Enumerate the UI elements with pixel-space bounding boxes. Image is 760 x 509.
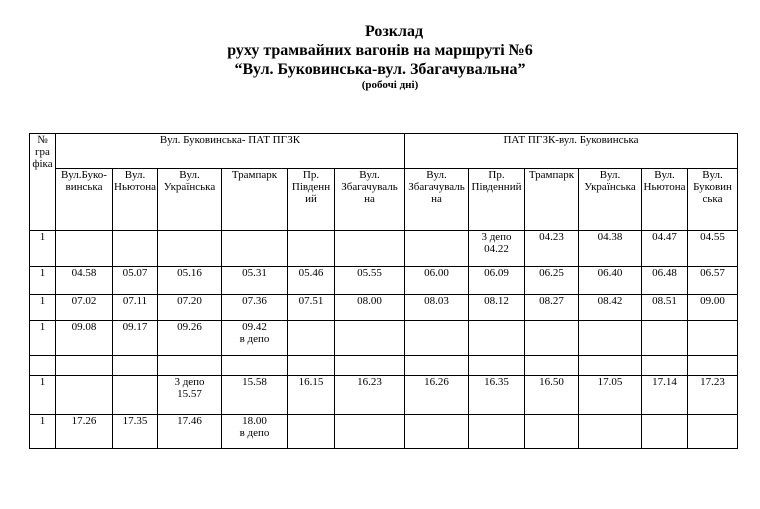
- time-cell-line: 18.00: [242, 415, 267, 427]
- time-cell-line: 06.40: [597, 267, 623, 279]
- time-cell-line: 04.38: [597, 231, 623, 243]
- time-cell: [642, 376, 688, 415]
- time-cell-line: 09.26: [177, 321, 202, 333]
- stop-header: [525, 169, 579, 231]
- stop-header-line: Вул.Буко-: [61, 169, 107, 181]
- time-cell: [469, 356, 525, 376]
- time-cell-line: 09.42: [242, 321, 267, 333]
- stop-header-line: Збагачуваль: [341, 181, 398, 193]
- time-cell-line: 05.16: [177, 267, 202, 279]
- stop-header-line: Буковин: [693, 181, 732, 193]
- time-cell: [405, 267, 469, 295]
- table-row: [30, 267, 738, 295]
- time-cell-line: 17.23: [700, 376, 725, 388]
- time-cell-line: 07.20: [177, 295, 202, 307]
- time-cell-line: 04.22: [484, 243, 509, 255]
- time-cell: [158, 321, 222, 356]
- time-cell: [688, 231, 738, 267]
- time-cell: [56, 295, 113, 321]
- time-cell-line: 15.57: [177, 388, 202, 400]
- schedule-number: [30, 356, 56, 376]
- time-cell: [642, 267, 688, 295]
- schedule-title: [0, 22, 760, 92]
- time-cell: [688, 415, 738, 449]
- time-cell-line: 16.26: [424, 376, 449, 388]
- time-cell: [56, 267, 113, 295]
- time-cell: [688, 267, 738, 295]
- time-cell-line: 17.46: [177, 415, 202, 427]
- time-cell: [288, 376, 335, 415]
- time-cell: [688, 321, 738, 356]
- time-cell: [405, 356, 469, 376]
- time-cell: [113, 321, 158, 356]
- time-cell-line: в депо: [239, 333, 270, 345]
- time-cell-line: 09.08: [71, 321, 97, 333]
- time-cell: [335, 415, 405, 449]
- number-header-line: гра: [35, 146, 50, 158]
- time-cell-line: 16.23: [357, 376, 382, 388]
- time-cell: [222, 295, 288, 321]
- time-cell: [56, 321, 113, 356]
- time-cell: [579, 356, 642, 376]
- time-cell-line: 16.35: [484, 376, 509, 388]
- time-cell: [288, 231, 335, 267]
- time-cell-line: 06.25: [539, 267, 564, 279]
- title-line-2: руху трамвайних вагонів на маршруті №6: [227, 42, 533, 59]
- title-line-1: Розклад: [364, 23, 424, 40]
- time-cell-line: 09.17: [122, 321, 148, 333]
- table-row: [30, 295, 738, 321]
- time-cell-line: 04.47: [652, 231, 677, 243]
- time-cell-line: 08.27: [539, 295, 564, 307]
- header-row-stops: [30, 169, 738, 231]
- time-cell: [113, 231, 158, 267]
- time-cell: [288, 356, 335, 376]
- time-cell-line: 05.31: [242, 267, 267, 279]
- time-cell: [469, 415, 525, 449]
- time-cell: [405, 231, 469, 267]
- stop-header: [688, 169, 738, 231]
- time-cell: [222, 376, 288, 415]
- time-cell: [158, 356, 222, 376]
- number-header-line: №: [37, 134, 48, 146]
- stop-header: [405, 169, 469, 231]
- time-cell: [222, 321, 288, 356]
- time-cell: [642, 415, 688, 449]
- time-cell-line: 06.48: [652, 267, 677, 279]
- stop-header: [288, 169, 335, 231]
- time-cell: [525, 295, 579, 321]
- stop-header-line: винська: [65, 181, 103, 193]
- schedule-number: 1: [30, 376, 56, 415]
- time-cell: [222, 356, 288, 376]
- time-cell-line: 07.36: [242, 295, 267, 307]
- time-cell: [405, 295, 469, 321]
- column-header-number: [30, 134, 56, 231]
- time-cell-line: 05.55: [357, 267, 382, 279]
- schedule-number: 1: [30, 267, 56, 295]
- time-cell: [579, 321, 642, 356]
- time-cell: [579, 415, 642, 449]
- time-cell: [335, 231, 405, 267]
- time-cell-line: 17.35: [122, 415, 148, 427]
- time-cell-line: 04.55: [700, 231, 725, 243]
- time-cell-line: 17.14: [652, 376, 677, 388]
- stop-header: [113, 169, 158, 231]
- time-cell: [158, 376, 222, 415]
- time-cell-line: 08.42: [597, 295, 623, 307]
- time-cell: [56, 356, 113, 376]
- time-cell: [56, 415, 113, 449]
- stop-header-line: Трампарк: [231, 169, 278, 181]
- table-row: [30, 356, 738, 376]
- time-cell-line: 05.46: [298, 267, 324, 279]
- stop-header-line: Вул.: [359, 169, 380, 181]
- time-cell-line: 07.51: [298, 295, 324, 307]
- time-cell: [579, 231, 642, 267]
- time-cell: [469, 376, 525, 415]
- stop-header: [469, 169, 525, 231]
- time-cell: [642, 295, 688, 321]
- time-cell-line: 17.26: [71, 415, 97, 427]
- time-cell: [335, 376, 405, 415]
- stop-header-line: Вул.: [702, 169, 723, 181]
- time-cell-line: 16.15: [298, 376, 324, 388]
- time-cell-line: 08.00: [357, 295, 382, 307]
- time-cell: [222, 267, 288, 295]
- time-cell: [405, 415, 469, 449]
- time-cell-line: 08.51: [652, 295, 677, 307]
- time-cell: [335, 295, 405, 321]
- time-cell: [158, 295, 222, 321]
- time-cell-line: 15.58: [242, 376, 267, 388]
- time-cell-line: 3 депо: [481, 231, 512, 243]
- time-cell: [469, 267, 525, 295]
- stop-header-line: на: [431, 193, 442, 205]
- stop-header-line: ська: [702, 193, 723, 205]
- time-cell: [158, 231, 222, 267]
- time-cell: [288, 415, 335, 449]
- table-row: [30, 415, 738, 449]
- stop-header: [222, 169, 288, 231]
- time-cell: [525, 267, 579, 295]
- time-cell: [288, 295, 335, 321]
- time-cell-line: в депо: [239, 427, 270, 439]
- time-cell: [525, 356, 579, 376]
- stop-header-line: Пр.: [302, 169, 320, 181]
- time-cell: [405, 321, 469, 356]
- stop-header: [56, 169, 113, 231]
- schedule-number: 1: [30, 415, 56, 449]
- time-cell-line: 3 депо: [174, 376, 205, 388]
- stop-header: [642, 169, 688, 231]
- time-cell: [469, 295, 525, 321]
- time-cell: [158, 415, 222, 449]
- stop-header: [579, 169, 642, 231]
- stop-header-line: Ньютона: [643, 181, 686, 193]
- time-cell-line: 07.11: [122, 295, 148, 307]
- stop-header-line: Вул.: [599, 169, 621, 181]
- stop-header-line: Трампарк: [528, 169, 575, 181]
- stop-header-line: Вул.: [654, 169, 675, 181]
- stop-header-line: ий: [305, 193, 317, 205]
- time-cell: [688, 295, 738, 321]
- time-cell-line: 07.02: [71, 295, 97, 307]
- time-cell: [335, 267, 405, 295]
- time-cell: [335, 356, 405, 376]
- time-cell-line: 16.50: [539, 376, 564, 388]
- title-line-3: “Вул. Буковинська-вул. Збагачувальна”: [234, 61, 526, 78]
- time-cell-line: 08.12: [484, 295, 509, 307]
- stop-header-line: на: [364, 193, 375, 205]
- time-cell: [405, 376, 469, 415]
- time-cell: [642, 321, 688, 356]
- time-cell-line: 09.00: [700, 295, 725, 307]
- time-cell: [642, 231, 688, 267]
- time-cell-line: 06.00: [424, 267, 449, 279]
- table-row: [30, 231, 738, 267]
- time-cell-line: 04.23: [539, 231, 564, 243]
- time-cell: [222, 415, 288, 449]
- time-cell: [56, 376, 113, 415]
- stop-header-line: Українська: [163, 181, 216, 193]
- time-cell: [525, 415, 579, 449]
- time-cell: [579, 376, 642, 415]
- number-header-line: фіка: [32, 158, 53, 170]
- time-cell-line: 06.09: [484, 267, 509, 279]
- time-cell: [642, 356, 688, 376]
- time-cell: [222, 231, 288, 267]
- stop-header-line: Вул.: [124, 169, 146, 181]
- time-cell: [113, 267, 158, 295]
- time-cell: [525, 231, 579, 267]
- direction-header-outbound: Вул. Буковинська- ПАТ ПГЗК: [56, 134, 405, 169]
- stop-header-line: Південн: [291, 181, 331, 193]
- time-cell: [288, 267, 335, 295]
- table-row: [30, 321, 738, 356]
- time-cell: [288, 321, 335, 356]
- time-cell-line: 04.58: [71, 267, 97, 279]
- stop-header-line: Південний: [471, 181, 522, 193]
- title-line-4: (робочі дні): [361, 79, 419, 91]
- time-cell: [56, 231, 113, 267]
- time-cell: [113, 356, 158, 376]
- stop-header: [335, 169, 405, 231]
- time-cell: [579, 267, 642, 295]
- stop-header-line: Українська: [584, 181, 636, 193]
- time-cell: [113, 295, 158, 321]
- direction-header-return: ПАТ ПГЗК-вул. Буковинська: [405, 134, 738, 169]
- time-cell: [335, 321, 405, 356]
- time-cell: [525, 376, 579, 415]
- time-cell-line: 06.57: [700, 267, 725, 279]
- time-cell: [688, 356, 738, 376]
- stop-header: [158, 169, 222, 231]
- stop-header-line: Збагачуваль: [408, 181, 465, 193]
- time-cell-line: 17.05: [597, 376, 623, 388]
- stop-header-line: Вул.: [179, 169, 200, 181]
- time-cell-line: 05.07: [122, 267, 148, 279]
- schedule-table: [29, 133, 738, 449]
- stop-header-line: Вул.: [426, 169, 447, 181]
- time-cell: [579, 295, 642, 321]
- table-row: [30, 376, 738, 415]
- stop-header-line: Ньютона: [114, 181, 156, 193]
- schedule-number: 1: [30, 295, 56, 321]
- time-cell: [113, 376, 158, 415]
- time-cell: [158, 267, 222, 295]
- time-cell: [688, 376, 738, 415]
- time-cell: [469, 321, 525, 356]
- stop-header-line: Пр.: [488, 169, 505, 181]
- schedule-number: 1: [30, 231, 56, 267]
- schedule-number: 1: [30, 321, 56, 356]
- time-cell-line: 08.03: [424, 295, 449, 307]
- header-row-directions: [30, 134, 738, 169]
- time-cell: [525, 321, 579, 356]
- time-cell: [113, 415, 158, 449]
- time-cell: [469, 231, 525, 267]
